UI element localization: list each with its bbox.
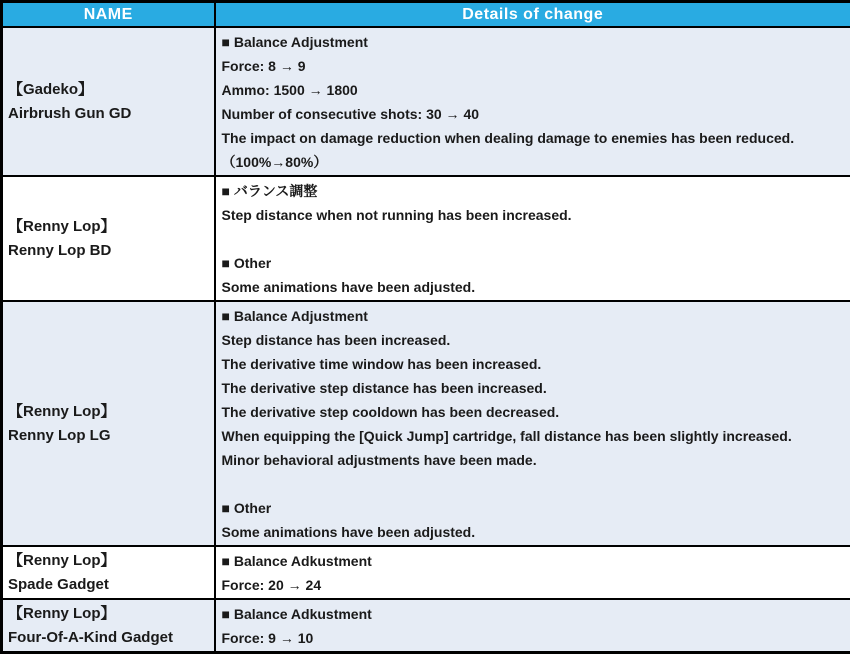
detail-line [222, 227, 847, 251]
name-line: 【Renny Lop】 [8, 215, 210, 239]
detail-line: The impact on damage reduction when dealing damage to enemies has been reduced. [222, 126, 847, 150]
details-cell [215, 301, 850, 546]
name-line: 【Renny Lop】 [8, 549, 210, 573]
detail-line: Force: 20 → 24 [222, 573, 847, 597]
detail-line: Some animations have been adjusted. [222, 275, 847, 299]
detail-line: When equipping the [Quick Jump] cartridge, fall distance has been slightly increased. [222, 424, 847, 448]
table-row [2, 599, 850, 653]
detail-line: ■ Other [222, 496, 847, 520]
detail-line: The derivative time window has been increased. [222, 352, 847, 376]
detail-line: （100%→80%） [222, 150, 847, 174]
table-body [2, 27, 850, 653]
name-line: 【Renny Lop】 [8, 400, 210, 424]
details-cell [215, 546, 850, 599]
name-cell [2, 546, 215, 599]
name-line: Renny Lop LG [8, 424, 210, 448]
table-row [2, 27, 850, 176]
detail-line: ■ Balance Adkustment [222, 549, 847, 573]
detail-line: Number of consecutive shots: 30 → 40 [222, 102, 847, 126]
detail-line [222, 472, 847, 496]
name-line: 【Renny Lop】 [8, 602, 210, 626]
name-line: Airbrush Gun GD [8, 102, 210, 126]
detail-line: Minor behavioral adjustments have been made. [222, 448, 847, 472]
detail-line: ■ Balance Adjustment [222, 30, 847, 54]
table-row [2, 546, 850, 599]
name-cell [2, 599, 215, 653]
detail-line: Force: 9 → 10 [222, 626, 847, 650]
detail-line: Ammo: 1500 → 1800 [222, 78, 847, 102]
details-column-header: Details of change [215, 2, 850, 28]
table-row [2, 301, 850, 546]
name-column-header: NAME [2, 2, 215, 28]
detail-line: The derivative step distance has been increased. [222, 376, 847, 400]
table-row [2, 176, 850, 301]
name-line: Spade Gadget [8, 573, 210, 597]
detail-line: ■ Other [222, 251, 847, 275]
details-cell [215, 599, 850, 653]
detail-line: ■ Balance Adjustment [222, 304, 847, 328]
name-line: Renny Lop BD [8, 239, 210, 263]
detail-line: Step distance has been increased. [222, 328, 847, 352]
detail-line: Force: 8 → 9 [222, 54, 847, 78]
detail-line: ■ Balance Adkustment [222, 602, 847, 626]
name-cell [2, 27, 215, 176]
details-cell [215, 176, 850, 301]
detail-line: The derivative step cooldown has been decreased. [222, 400, 847, 424]
detail-line: Step distance when not running has been increased. [222, 203, 847, 227]
name-cell [2, 176, 215, 301]
detail-line: ■ バランス調整 [222, 179, 847, 203]
name-line: 【Gadeko】 [8, 78, 210, 102]
detail-line: Some animations have been adjusted. [222, 520, 847, 544]
name-cell [2, 301, 215, 546]
name-line: Four-Of-A-Kind Gadget [8, 626, 210, 650]
details-cell [215, 27, 850, 176]
header-row [2, 2, 850, 28]
